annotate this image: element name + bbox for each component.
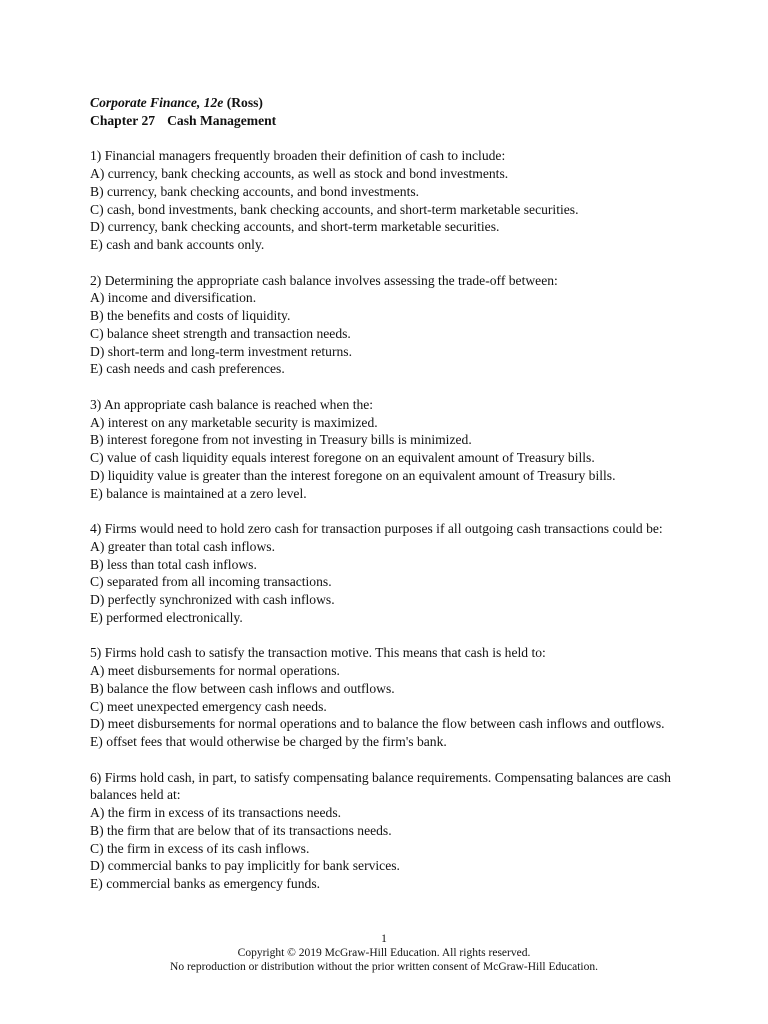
page-number: 1 xyxy=(381,933,387,945)
question-item xyxy=(90,644,690,751)
question-item xyxy=(90,520,690,627)
answer-option: A) currency, bank checking accounts, as well as stock and bond investments. xyxy=(90,166,509,181)
answer-option: E) offset fees that would otherwise be charged by the firm's bank. xyxy=(90,734,447,749)
question-item xyxy=(90,769,690,893)
chapter-heading xyxy=(90,112,690,130)
question-stem: 6) Firms hold cash, in part, to satisfy compensating balance requirements. Compensating balances are cash balances held at: xyxy=(90,769,671,803)
answer-option: D) liquidity value is greater than the interest foregone on an equivalent amount of Treasury bills. xyxy=(90,467,616,483)
page-footer xyxy=(0,932,768,974)
answer-option: D) meet disbursements for normal operations and to balance the flow between cash inflows and outflows. xyxy=(90,716,665,732)
answer-option: C) meet unexpected emergency cash needs. xyxy=(90,698,327,714)
answer-option: D) commercial banks to pay implicitly for bank services. xyxy=(90,858,400,874)
answer-option: D) currency, bank checking accounts, and short-term marketable securities. xyxy=(90,219,500,235)
question-stem: 4) Firms would need to hold zero cash for transaction purposes if all outgoing cash transactions could be: xyxy=(90,521,663,536)
answer-option: E) balance is maintained at a zero level. xyxy=(90,485,307,501)
answer-option: A) greater than total cash inflows. xyxy=(90,538,275,554)
answer-option: B) balance the flow between cash inflows and outflows. xyxy=(90,680,395,696)
header-spacer xyxy=(90,130,690,148)
answer-option: B) currency, bank checking accounts, and bond investments. xyxy=(90,183,420,199)
book-title-line xyxy=(90,94,690,112)
book-author: (Ross) xyxy=(226,95,263,110)
answer-option: B) the benefits and costs of liquidity. xyxy=(90,308,291,323)
answer-option: C) balance sheet strength and transaction needs. xyxy=(90,325,351,341)
question-list xyxy=(90,147,690,893)
chapter-number: Chapter 27 xyxy=(90,112,156,128)
question-stem: 5) Firms hold cash to satisfy the transaction motive. This means that cash is held to: xyxy=(90,645,546,661)
answer-option: B) less than total cash inflows. xyxy=(90,556,257,572)
question-stem: 3) An appropriate cash balance is reached when the: xyxy=(90,396,374,412)
answer-option: D) perfectly synchronized with cash inflows. xyxy=(90,592,335,607)
answer-option: B) interest foregone from not investing in Treasury bills is minimized. xyxy=(90,432,472,448)
answer-option: D) short-term and long-term investment returns. xyxy=(90,343,352,359)
answer-option: C) the firm in excess of its cash inflows. xyxy=(90,840,310,856)
answer-option: B) the firm that are below that of its transactions needs. xyxy=(90,822,392,838)
answer-option: C) value of cash liquidity equals interest foregone on an equivalent amount of Treasury bills. xyxy=(90,450,595,465)
chapter-title: Cash Management xyxy=(167,112,277,128)
reproduction-notice: No reproduction or distribution without the prior written consent of McGraw-Hill Education. xyxy=(170,961,598,973)
answer-option: A) meet disbursements for normal operations. xyxy=(90,663,340,678)
answer-option: E) performed electronically. xyxy=(90,609,243,625)
answer-option: E) cash and bank accounts only. xyxy=(90,237,265,252)
answer-option: C) cash, bond investments, bank checking accounts, and short-term marketable securities. xyxy=(90,201,579,217)
answer-option: E) commercial banks as emergency funds. xyxy=(90,876,321,891)
answer-option: A) income and diversification. xyxy=(90,290,257,306)
answer-option: A) the firm in excess of its transactions needs. xyxy=(90,805,342,820)
answer-option: C) separated from all incoming transactions. xyxy=(90,574,332,590)
question-stem: 2) Determining the appropriate cash balance involves assessing the trade-off between: xyxy=(90,272,558,288)
question-item xyxy=(90,272,690,379)
question-stem: 1) Financial managers frequently broaden their definition of cash to include: xyxy=(90,148,506,164)
page-content xyxy=(90,94,690,911)
question-item xyxy=(90,147,690,254)
answer-option: E) cash needs and cash preferences. xyxy=(90,361,285,377)
question-item xyxy=(90,396,690,503)
answer-option: A) interest on any marketable security is maximized. xyxy=(90,414,378,430)
copyright-text: Copyright © 2019 McGraw-Hill Education. All rights reserved. xyxy=(237,947,531,959)
book-title: Corporate Finance, 12e xyxy=(90,95,224,110)
